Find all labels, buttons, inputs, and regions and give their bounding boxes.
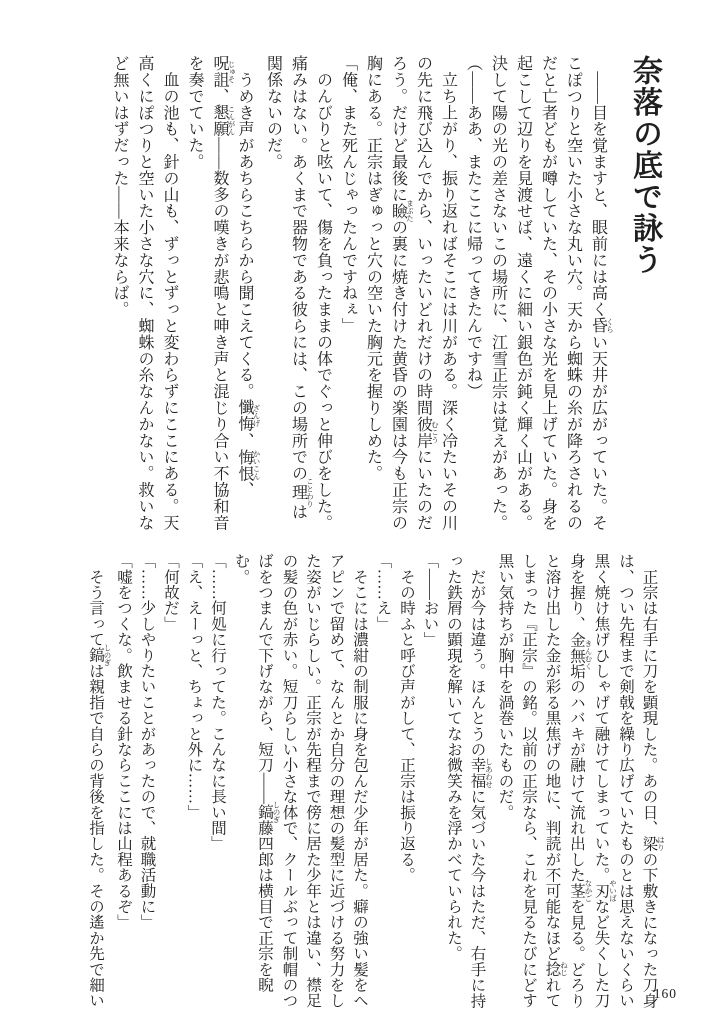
paragraph: そこには濃紺の制服に身を包んだ少年が居た。癖の強い髪をヘアピンで留めて、なんとか自分の理想の髪型に近づける努力をした姿がいじらしい。正宗が先程まで傍に居た少年とは違い、襟足の髪の色が赤い。短刀らしい小さな体で、クールぶって制帽のつばをつまんで下げながら、短刀――鎬 しのぎ藤四郎は横目で正宗を睨む。 (232, 553, 368, 1009)
paragraph: 「何故だ」 (162, 553, 179, 632)
paragraph: その時ふと呼び声がして、正宗は振り返る。 (398, 553, 415, 883)
page-number: 160 (653, 986, 677, 1001)
upper-paragraphs (107, 55, 614, 533)
paragraph: うめき声があちらこちらから聞こえてくる。懺悔 ざんげ、悔恨 かいこん、呪詛 じゅそ、懇願 こんがん――数多の嘆きが悲鳴と呻き声と混じり合い不協和音を奏でていた。 (186, 55, 261, 531)
paragraph: 「嘘をつくな。飲ませる針ならここには山程あるぞ」 (115, 553, 132, 930)
paragraph: 「……少しやりたいことがあったので、就職活動に」 (138, 553, 156, 930)
paragraph: 「え、えーっと、ちょっと外に……」 (185, 553, 203, 820)
paragraph: 「俺、また死んじゃったんですねぇ」 (339, 55, 357, 334)
upper-text-block (107, 55, 670, 533)
paragraph: そう言って鎬 しのぎは親指で自らの背後を指した。その遙か先で細い (87, 553, 112, 1009)
paragraph: ――目を覚ますと、眼前には高く昏 くらい天井が広がっていた。そこぽつりと空いた小さな丸い穴。天から蜘蛛の糸が降ろされるのだと亡者どもが噂していた、その小さな光を見上げていた。身を起こして辺りを見渡せば、遠くに細い銀色が鈍く輝く山がある。決して陽の光の差さないこの場所に、江雪正宗は覚えがあった。 (489, 55, 615, 531)
paragraph: のんびりと呟いて、傷を負ったままの体でぐっと伸びをした。痛みはない。あくまで器物である彼らには、この場所での理 ことわりは関係ないのだ。 (264, 55, 332, 531)
paragraph: （――ああ、またここに帰ってきたんですね） (464, 55, 482, 400)
paragraph: 立ち上がり、振り返ればそこには川がある。深く冷たいその川の先に飛び込んでから、いったいどれだけの時間彼岸 むこうにいたのだろう。だけど最後に瞼 まぶたの裏に焼き付けた黄昏の楽園は今も正宗の胸にある。正宗はぎゅっと穴の空いた胸元を握りしめた。 (364, 55, 457, 531)
paragraph: 「……え」 (374, 553, 392, 632)
paragraph: 血の池も、針の山も、ずっとずっと変わらずにここにある。天高くにぽつりと空いた小さな穴に、蜘蛛の糸なんかない。救いなど無いはずだった――本来ならば。 (111, 55, 178, 531)
chapter-title: 奈落の底で詠う (628, 55, 661, 276)
paragraph: 「……何処に行ってた。こんなに長い間」 (209, 553, 226, 852)
paragraph: だが今は違う。ほんとうの幸福 しあわせに気づいた今はただ、右手に持った鉄屑の顕現を解いてなお微笑みを浮かべていられた。 (445, 553, 494, 1009)
paragraph: 正宗は右手に刀を顕現した。あの日、梁 はりの下敷きになった刀身は、つい先程まで剣戟を繰り広げていたものとは思えないくらい黒く焼け焦げひしゃげて融けてしまっていた。刃 やいばなど失くした刀身を握り、金無垢 きんむくのハバキが融けて流れ出した茎 なかごを見る。どろりと溶け出した金が彩る黒焦げの地に、判読が不可能なほど捻 ねじれてしまった『正宗』の銘。以前の正宗なら、これを見るたびにどす黒い気持ちが胸中を渦巻いたものだ。 (496, 553, 666, 1009)
lower-text-block (84, 553, 666, 1015)
paragraph: 「――おい」 (421, 553, 439, 648)
lower-paragraphs (84, 553, 666, 1015)
